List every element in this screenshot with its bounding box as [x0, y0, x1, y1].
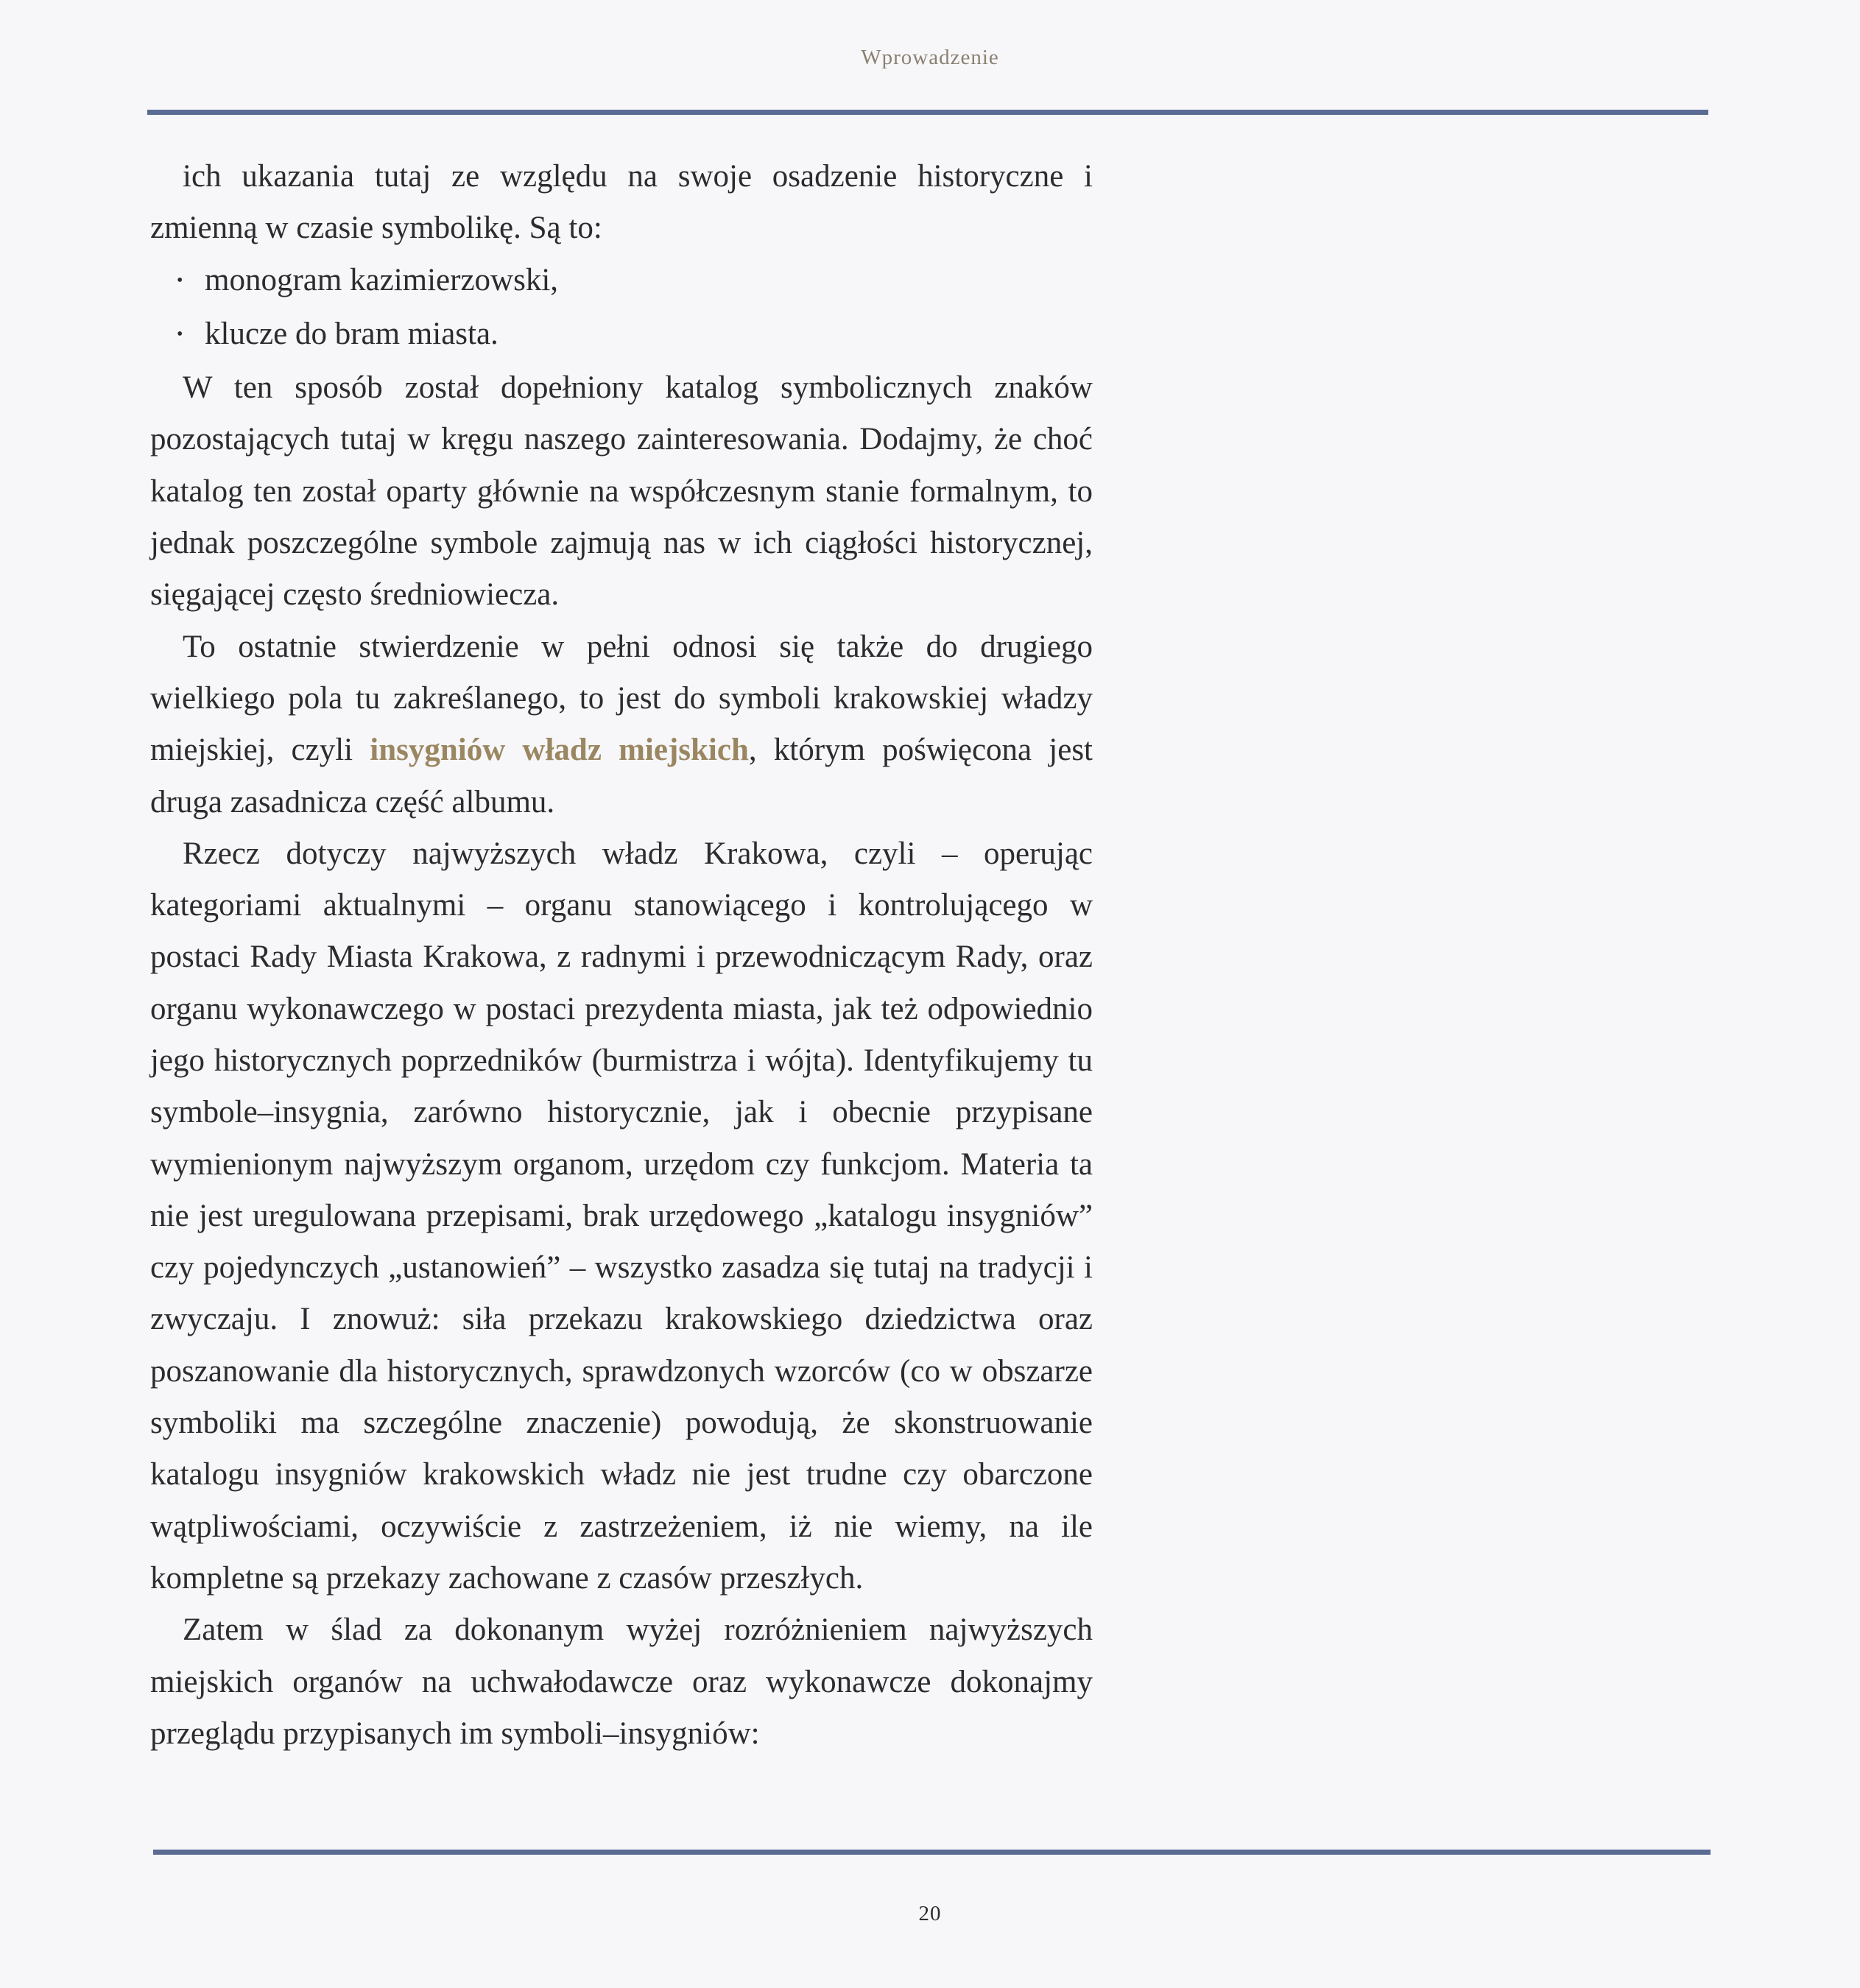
top-rule	[147, 110, 1708, 115]
list-item-text: monogram kazimierzowski,	[205, 262, 559, 297]
paragraph-3	[150, 621, 1093, 828]
running-head: Wprowadzenie	[861, 46, 999, 69]
list-item	[177, 255, 1093, 309]
list-item	[177, 309, 1093, 362]
paragraph-2: W ten sposób został dopełniony katalog symbolicznych znaków pozostających tutaj w kręgu naszego zainteresowania. Dodajmy, że choć katalog ten został oparty głównie na współczesnym stanie formalnym, to jednak poszczególne symbole zajmują nas w ich ciągłości historycznej, sięgającej często średniowiecza.	[150, 370, 1093, 613]
body-text	[150, 151, 1093, 1760]
paragraph-5: Zatem w ślad za dokonanym wyżej rozróżnieniem najwyższych miejskich organów na uchwałodawcze oraz wykonawcze dokonajmy przeglądu przypisanych im symboli–insygniów:	[150, 1612, 1093, 1751]
bullet-icon: •	[177, 270, 183, 290]
bottom-rule	[153, 1850, 1711, 1855]
list-item-text: klucze do bram miasta.	[205, 316, 499, 351]
paragraph-4: Rzecz dotyczy najwyższych władz Krakowa, czyli – operując kategoriami aktualnymi – organu stanowiącego i kontrolującego w postaci Rady Miasta Krakowa, z radnymi i przewodniczącym Rady, oraz organu wykonawczego w postaci prezydenta miasta, jak też odpowiednio jego historycznych poprzedników (burmistrza i wójta). Identyfikujemy tu symbole–insygnia, zarówno historycznie, jak i obecnie przypisane wymienionym najwyższym organom, urzędom czy funkcjom. Materia ta nie jest uregulowana przepisami, brak urzędowego „katalogu insygniów” czy pojedynczych „ustanowień” – wszystko zasadza się tutaj na tradycji i zwyczaju. I znowuż: siła przekazu krakowskiego dziedzictwa oraz poszanowanie dla historycznych, sprawdzonych wzorców (co w obszarze symboliki ma szczególne znaczenie) powodują, że skonstruowanie katalogu insygniów krakowskich władz nie jest trudne czy obarczone wątpliwościami, oczywiście z zastrzeżeniem, iż nie wiemy, na ile kompletne są przekazy zachowane z czasów przeszłych.	[150, 836, 1093, 1596]
page-number: 20	[918, 1902, 942, 1925]
bullet-list	[150, 255, 1093, 363]
paragraph-1: ich ukazania tutaj ze względu na swoje osadzenie historyczne i zmienną w czasie symbolikę. Są to:	[150, 159, 1093, 246]
paragraph-3-text-after: , którym poświęcona jest druga zasadnicza część albumu.	[150, 733, 1093, 819]
bullet-icon: •	[177, 324, 183, 344]
paragraph-3-text-before: To ostatnie stwierdzenie w pełni odnosi się także do drugiego wielkiego pola tu zakreślanego, to jest do symboli krakowskiej władzy miejskiej, czyli	[150, 629, 1093, 768]
highlighted-term: insygniów władz miejskich	[370, 733, 749, 768]
